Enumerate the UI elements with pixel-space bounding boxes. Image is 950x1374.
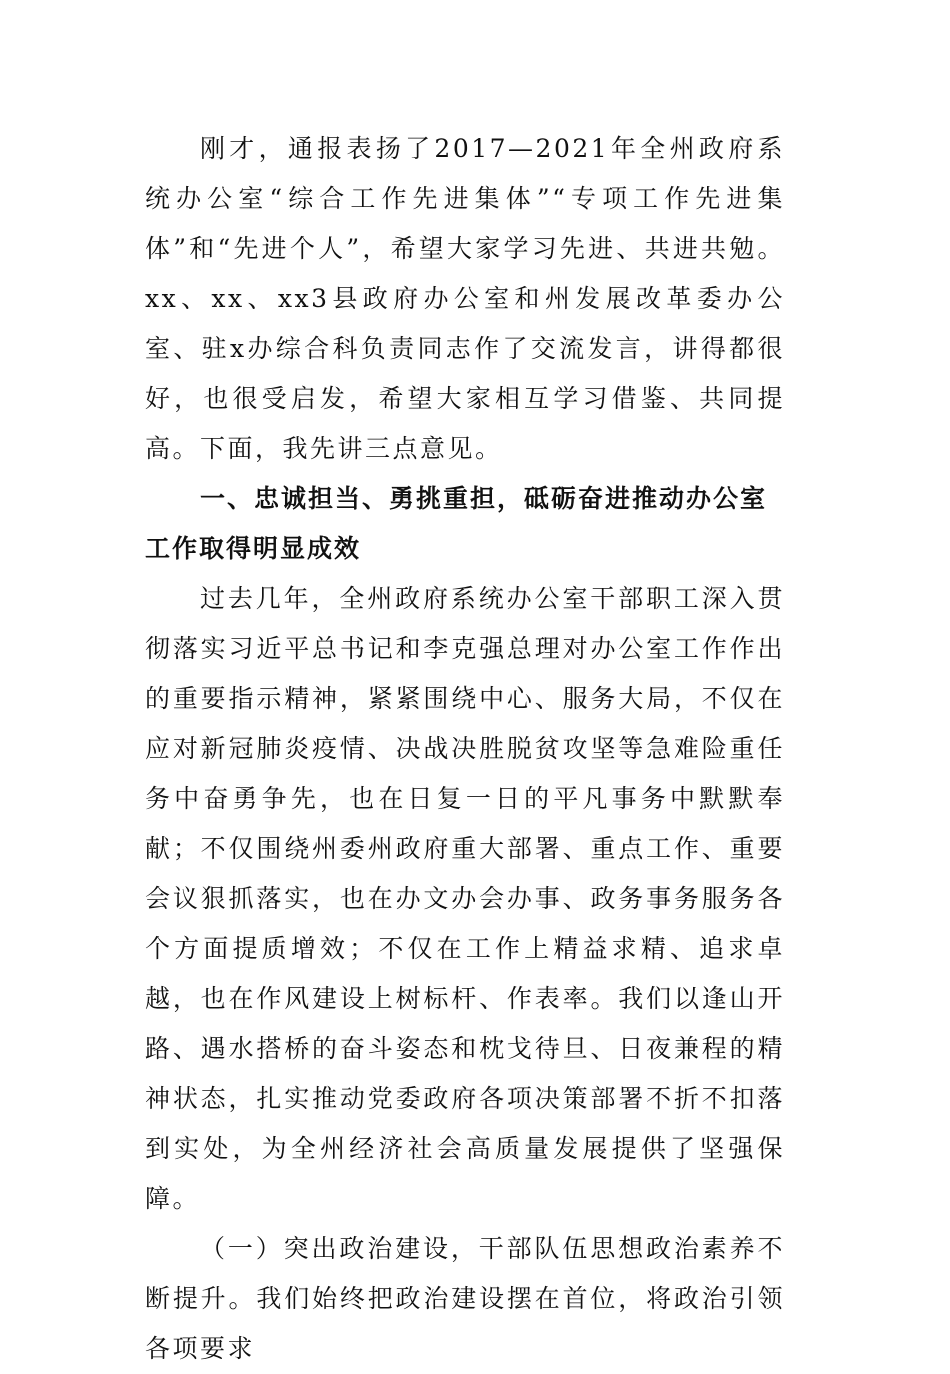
subsection-title: （一）突出政治建设，干部队伍思想政治素养不断提升。 bbox=[145, 1234, 785, 1313]
opening-paragraph: 刚才，通报表扬了2017—2021年全州政府系统办公室“综合工作先进集体”“专项工作先进集体”和“先进个人”，希望大家学习先进、共进共勉。xx、xx、xx3县政府办公室和州发展改革委办公室、驻x办综合科负责同志作了交流发言，讲得都很好，也很受启发，希望大家相互学习借鉴、共同提高。下面，我先讲三点意见。 bbox=[145, 134, 785, 463]
subsection-text: 我们始终把政治建设摆在首位，将政治引领各项要求 bbox=[145, 1284, 785, 1363]
section-1-paragraph: 过去几年，全州政府系统办公室干部职工深入贯彻落实习近平总书记和李克强总理对办公室工作作出的重要指示精神，紧紧围绕中心、服务大局，不仅在应对新冠肺炎疫情、决战决胜脱贫攻坚等急难险重任务中奋勇争先，也在日复一日的平凡事务中默默奉献；不仅围绕州委州政府重大部署、重点工作、重要会议狠抓落实，也在办文办会办事、政务事务服务各个方面提质增效；不仅在工作上精益求精、追求卓越，也在作风建设上树标杆、作表率。我们以逢山开路、遇水搭桥的奋斗姿态和枕戈待旦、日夜兼程的精神状态，扎实推动党委政府各项决策部署不折不扣落到实处，为全州经济社会高质量发展提供了坚强保障。 bbox=[145, 584, 785, 1213]
subsection-paragraph bbox=[145, 1224, 785, 1374]
document-body bbox=[145, 124, 785, 1374]
section-heading-1: 一、忠诚担当、勇挑重担，砥砺奋进推动办公室工作取得明显成效 bbox=[145, 484, 768, 563]
